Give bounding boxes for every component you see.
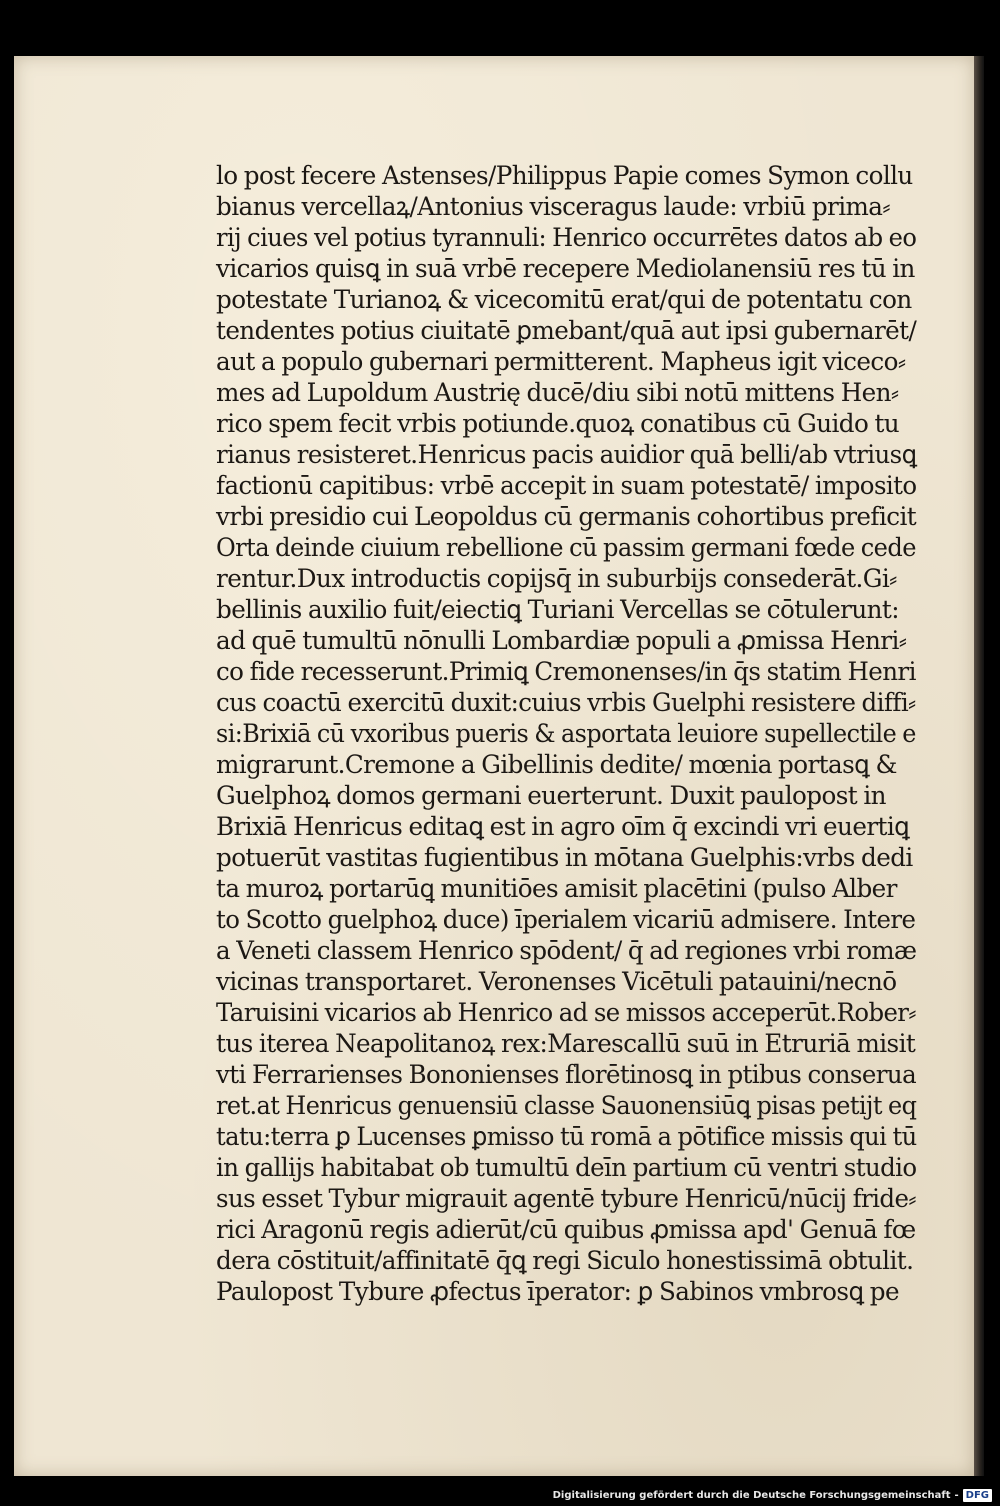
text-line: a Veneti classem Henrico spōdent/ q̄ ad regiones vrbi romæ bbox=[216, 936, 917, 965]
text-line: cus coactū exercitū duxit:cuius vrbis Guelphi resistere diffi⸗ bbox=[216, 688, 916, 717]
credit-separator: - bbox=[954, 1490, 959, 1501]
text-line: in gallijs habitabat ob tumultū deīn partium cū ventri studio bbox=[216, 1153, 917, 1182]
text-line: si:Brixiā cū vxoribus pueris & asportata leuiore supellectile e bbox=[216, 719, 916, 748]
text-line: rianus resisteret.Henricus pacis auidior quā belli/ab vtriusꝗ bbox=[216, 440, 917, 469]
text-line: tus iterea Neapolitanoꝝ rex:Marescallū suū in Etruriā misit bbox=[216, 1029, 916, 1058]
text-line: potestate Turianoꝝ & vicecomitū erat/qui de potentatu con bbox=[216, 285, 912, 314]
text-line: Paulopost Tybure ꝓfectus īperator: ꝑ Sabinos vmbrosꝗ pe bbox=[216, 1277, 899, 1306]
credit-text: Digitalisierung gefördert durch die Deutsche Forschungsgemeinschaft bbox=[552, 1490, 951, 1501]
page-edge-shadow bbox=[974, 56, 984, 1476]
digitization-credit bbox=[553, 1489, 992, 1502]
text-line: vicinas transportaret. Veronenses Vicētuli patauini/necnō bbox=[216, 967, 897, 996]
text-line: Orta deinde ciuium rebellione cū passim germani fœde cede bbox=[216, 533, 916, 562]
text-line: mes ad Lupoldum Austrię ducē/diu sibi notū mittens Hen⸗ bbox=[216, 378, 899, 407]
text-line: bianus vercellaꝝ/Antonius visceragus laude: vrbiū prima⸗ bbox=[216, 192, 891, 221]
text-line: ad quē tumultū nōnulli Lombardiæ populi a ꝓmissa Henri⸗ bbox=[216, 626, 907, 655]
text-line: ta muroꝝ portarūꝗ munitiōes amisit placētini (pulso Alber bbox=[216, 874, 897, 903]
text-line: rici Aragonū regis adierūt/cū quibus ꝓmissa apd' Genuā fœ bbox=[216, 1215, 916, 1244]
text-line: to Scotto guelphoꝝ duce) īperialem vicariū admisere. Intere bbox=[216, 905, 916, 934]
body-text bbox=[216, 160, 926, 1307]
text-line: tatu:terra ꝑ Lucenses ꝑmisso tū romā a pōtifice missis qui tū bbox=[216, 1122, 917, 1151]
text-line: bellinis auxilio fuit/eiectiꝗ Turiani Vercellas se cōtulerunt: bbox=[216, 595, 899, 624]
text-line: aut a populo gubernari permitterent. Mapheus igit viceco⸗ bbox=[216, 347, 906, 376]
text-line: potuerūt vastitas fugientibus in mōtana Guelphis:vrbs dedi bbox=[216, 843, 913, 872]
text-line: ret.at Henricus genuensiū classe Sauonensiūꝗ pisas petijt eq bbox=[216, 1091, 917, 1120]
text-line: vrbi presidio cui Leopoldus cū germanis cohortibus preficit bbox=[216, 502, 917, 531]
text-line: lo post fecere Astenses/Philippus Papie comes Symon collu bbox=[216, 161, 913, 190]
text-line: Guelphoꝝ domos germani euerterunt. Duxit paulopost in bbox=[216, 781, 886, 810]
text-line: factionū capitibus: vrbē accepit in suam potestatē/ imposito bbox=[216, 471, 917, 500]
text-line: migrarunt.Cremone a Gibellinis dedite/ mœnia portasꝗ & bbox=[216, 750, 897, 779]
text-line: rentur.Dux introductis copijsq̄ in suburbijs consederāt.Gi⸗ bbox=[216, 564, 897, 593]
text-line: Brixiā Henricus editaꝗ est in agro oīm q̄ excindi vri euertiꝗ bbox=[216, 812, 910, 841]
text-line: tendentes potius ciuitatē ꝑmebant/quā aut ipsi gubernarēt/ bbox=[216, 316, 917, 345]
text-line: co fide recesserunt.Primiꝗ Cremonenses/in q̄s statim Henri bbox=[216, 657, 916, 686]
text-line: sus esset Tybur migrauit agentē tybure Henricū/nūcij fride⸗ bbox=[216, 1184, 916, 1213]
text-line: vicarios quisꝗ in suā vrbē recepere Mediolanensiū res tū in bbox=[216, 254, 915, 283]
text-line: Taruisini vicarios ab Henrico ad se missos acceperūt.Rober⸗ bbox=[216, 998, 916, 1027]
text-line: vti Ferrarienses Bononienses florētinosꝗ in ptibus conserua bbox=[216, 1060, 917, 1089]
text-line: rico spem fecit vrbis potiunde.quoꝝ conatibus cū Guido tu bbox=[216, 409, 900, 438]
text-line: rij ciues vel potius tyrannuli: Henrico occurrētes datos ab eo bbox=[216, 223, 917, 252]
dfg-logo-icon: DFG bbox=[963, 1489, 992, 1502]
text-line: dera cōstituit/affinitatē q̄ꝗ regi Siculo honestissimā obtulit. bbox=[216, 1246, 914, 1275]
